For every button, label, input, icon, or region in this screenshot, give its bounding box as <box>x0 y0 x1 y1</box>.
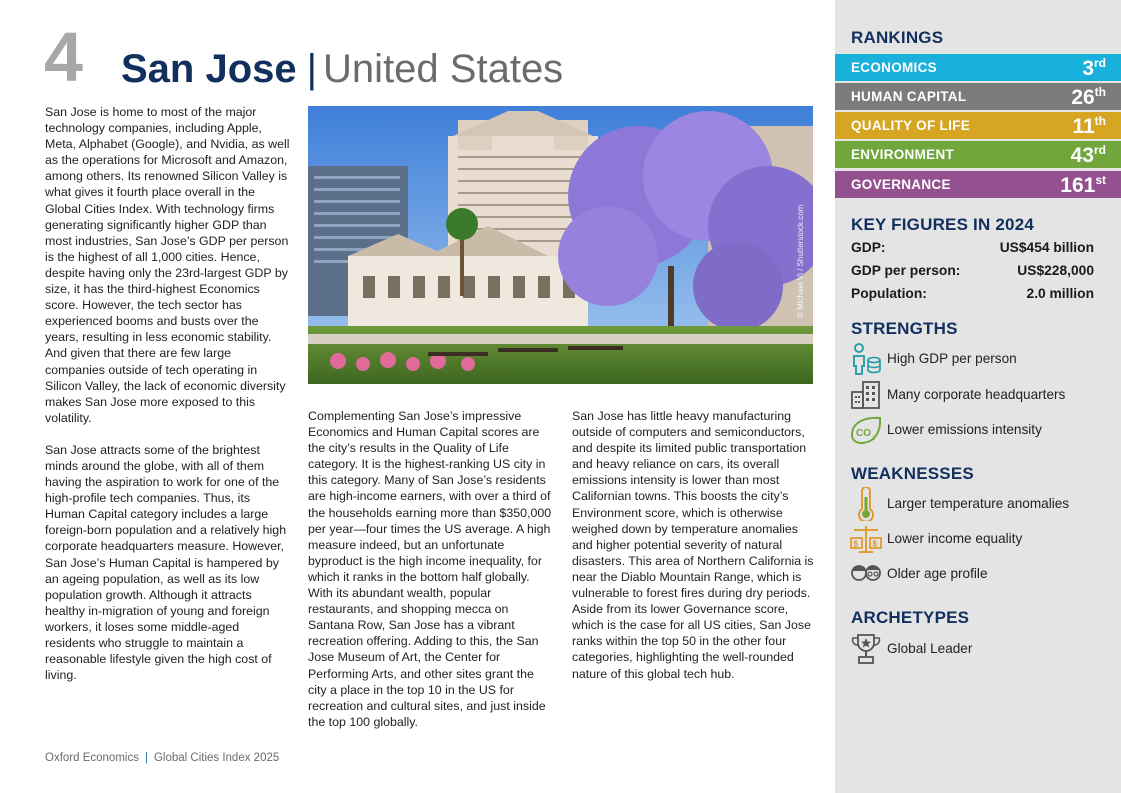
weakness-item <box>849 557 1119 591</box>
body-column-1 <box>45 104 291 699</box>
archetype-item <box>849 632 1119 666</box>
paragraph: Complementing San Jose’s impressive Economics and Human Capital scores are the city’s results in the Quality of Life category. It is the highest-ranking US city in this category. Many of San Jose’s residents are high-income earners, with over a third of the households earning more than $350,000 per year—four times the US average. A high measure indeed, but an unfortunate byproduct is the high income inequality, for which it ranks in the bottom half globally. With its abundant wealth, popular restaurants, and shopping mecca on Santana Row, San Jose has a vibrant recreation offering. Adding to this, the San Jose Museum of Art, the Center for Performing Arts, and other sites grant the city a place in the top 10 in the US for recreation and cultural sites, and just inside the top 100 globally. <box>308 409 552 729</box>
co2-leaf-icon <box>849 413 883 447</box>
svg-text:$: $ <box>872 539 877 549</box>
footer <box>45 752 279 764</box>
ranking-environment <box>835 141 1121 168</box>
svg-text:2: 2 <box>872 436 876 442</box>
ranking-label: HUMAN CAPITAL <box>851 89 967 104</box>
ranking-economics <box>835 54 1121 81</box>
footer-publisher: Oxford Economics <box>45 752 139 764</box>
paragraph: San Jose has little heavy manufacturing outside of computers and semiconductors, and despite its limited public transportation and heavy reliance on cars, its overall emissions intensity is lower than most Californian towns. This boosts the city’s Environment score, which is otherwise weighed down by temperature anomalies and higher potential severity of natural disasters. This area of Northern California is near the Diablo Mountain Range, which is vulnerable to forest fires during dry periods. Aside from its lower Governance score, which is the case for all US cities, San Jose ranks within the top 50 in the other four categories, highlighting the well-rounded nature of this global tech hub. <box>572 409 814 681</box>
office-building-icon <box>849 378 883 412</box>
ranking-value: 11th <box>1072 114 1106 138</box>
archetype-text: Global Leader <box>887 641 973 656</box>
strength-item <box>849 378 1119 412</box>
weakness-text: Larger temperature anomalies <box>887 496 1070 511</box>
sidebar <box>835 0 1121 793</box>
weaknesses-heading: WEAKNESSES <box>851 464 974 483</box>
key-figure-population: Population: 2.0 million <box>851 286 1094 301</box>
ranking-governance <box>835 171 1121 198</box>
ranking-value: 43rd <box>1070 143 1106 167</box>
ranking-quality-of-life <box>835 112 1121 139</box>
key-figure-gdp-per-person: GDP per person: US$228,000 <box>851 263 1094 278</box>
weakness-item <box>849 522 1119 556</box>
strength-text: Many corporate headquarters <box>887 387 1066 402</box>
strength-item <box>849 342 1119 376</box>
older-people-icon <box>849 557 883 591</box>
footer-report-title: Global Cities Index 2025 <box>153 752 280 764</box>
page-title <box>121 44 563 103</box>
rankings-heading: RANKINGS <box>851 28 944 47</box>
archetypes-heading: ARCHETYPES <box>851 608 970 627</box>
title-separator: | <box>306 47 318 91</box>
city-photo <box>308 106 813 384</box>
ranking-value: 3rd <box>1082 56 1106 80</box>
strength-item <box>849 413 1119 447</box>
key-figure-gdp: GDP: US$454 billion <box>851 240 1094 255</box>
paragraph: San Jose is home to most of the major technology companies, including Apple, Meta, Alphabet (Google), and Nvidia, as well as the operations for Microsoft and Amazon, among others. Its renowned Silicon Valley is what gives it fourth place overall in the Global Cities Index. With technology firms generating significantly higher GDP than most industries, San Jose’s GDP per person is the highest of all 1,000 cities. Hence, despite having only the 23rd-largest GDP by size, it has the third-highest Economics score. However, the tech sector has experienced booms and busts over the years, resulting in less economic stability. And given that there are few large companies outside of tech operating in Silicon Valley, the lack of economic diversity makes San Jose more exposed to this volatility. <box>45 105 290 425</box>
strength-text: Lower emissions intensity <box>887 422 1042 437</box>
strengths-heading: STRENGTHS <box>851 319 958 338</box>
scales-icon <box>849 522 883 556</box>
thermometer-icon <box>849 487 883 521</box>
ranking-label: GOVERNANCE <box>851 177 951 192</box>
strength-text: High GDP per person <box>887 351 1017 366</box>
ranking-label: QUALITY OF LIFE <box>851 118 970 133</box>
person-coins-icon <box>849 342 883 376</box>
city-name: San Jose <box>121 47 297 91</box>
ranking-value: 26th <box>1071 85 1106 109</box>
trophy-icon <box>849 632 883 666</box>
ranking-label: ECONOMICS <box>851 60 937 75</box>
svg-text:$: $ <box>853 539 858 549</box>
key-figures-heading: KEY FIGURES IN 2024 <box>851 215 1034 234</box>
photo-credit: © Michael Vi / Shutterstock.com <box>796 204 805 318</box>
weakness-item <box>849 487 1119 521</box>
paragraph: San Jose attracts some of the brightest minds around the globe, with all of them having the aspiration to work for one of the high-profile tech companies. Thus, its Human Capital category includes a large foreign-born population and a relatively high corporate headquarters measure. However, San Jose’s Human Capital is hampered by an ageing population, as well as its low population growth. Although it attracts healthy in-migration of young and foreign workers, it loses some middle-aged residents who struggle to maintain a reasonable lifestyle given the high cost of living. <box>45 442 287 683</box>
body-column-3 <box>572 408 816 698</box>
city-rank-number: 4 <box>44 18 81 96</box>
country-name: United States <box>323 47 564 91</box>
weakness-text: Lower income equality <box>887 531 1023 546</box>
ranking-label: ENVIRONMENT <box>851 147 955 162</box>
footer-separator: | <box>144 752 148 764</box>
svg-text:CO: CO <box>856 428 871 439</box>
weakness-text: Older age profile <box>887 566 988 581</box>
ranking-value: 161st <box>1060 173 1106 197</box>
body-column-2 <box>308 408 552 746</box>
ranking-human-capital <box>835 83 1121 110</box>
